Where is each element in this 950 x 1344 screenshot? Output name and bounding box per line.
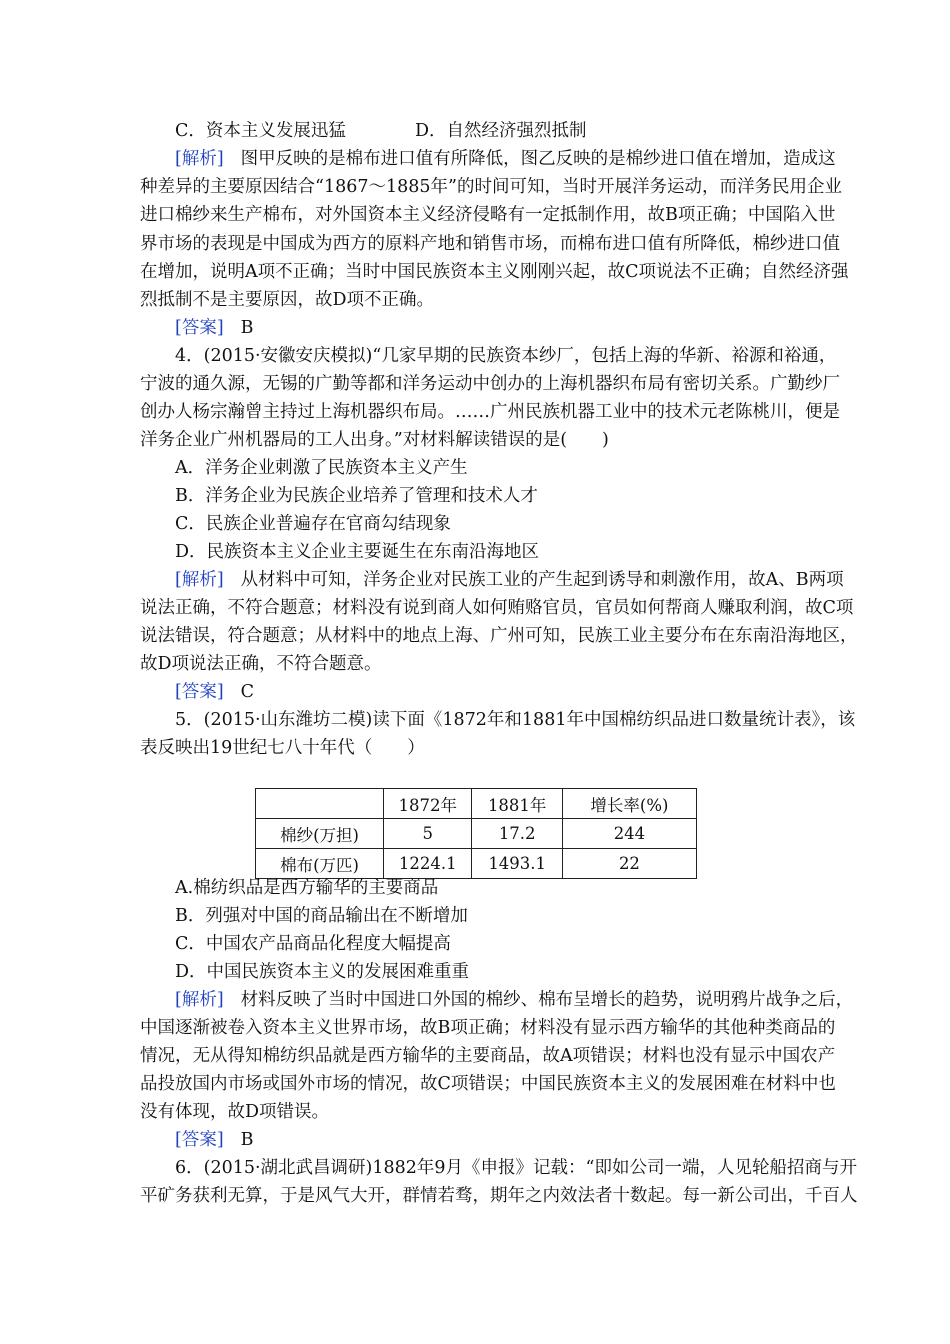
q4-option-c: C．民族企业普遍存在官商勾结现象 [175, 514, 451, 534]
table-cell: 22 [562, 849, 696, 879]
q4-option-b: B．洋务企业为民族企业培养了管理和技术人才 [175, 486, 538, 506]
table-header-cell [256, 789, 384, 819]
table-cell: 棉纱(万担) [256, 819, 384, 849]
q5-analysis-text-1: 材料反映了当时中国进口外国的棉纱、棉布呈增长的趋势，说明鸦片战争之后， [240, 990, 854, 1010]
q5-stem-line-2: 表反映出19世纪七八十年代（ ） [140, 738, 425, 758]
q4-analysis-tag: [解析] [175, 570, 224, 590]
q3-option-d: D．自然经济强烈抵制 [415, 121, 587, 141]
q4-analysis-line-2: 说法正确，不符合题意；材料没有说到商人如何贿赂官员，官员如何帮商人赚取利润，故C项 [140, 598, 854, 618]
q4-analysis-line-4: 故D项说法正确，不符合题意。 [140, 654, 382, 674]
q5-option-b: B．列强对中国的商品输出在不断增加 [175, 906, 468, 926]
q6-stem-line-2: 平矿务获利无算，于是风气大开，群情若骛，期年之内效法者十数起。每一新公司出，千百人 [140, 1186, 858, 1206]
table-header-cell: 增长率(%) [562, 789, 696, 819]
q5-analysis-tag: [解析] [175, 990, 224, 1010]
table-cell: 17.2 [472, 819, 562, 849]
q5-analysis-line-3: 情况，无从得知棉纺织品就是西方输华的主要商品，故A项错误；材料也没有显示中国农产 [140, 1046, 836, 1066]
table-header-row [256, 789, 697, 819]
q6-stem-line-1: 6．(2015·湖北武昌调研)1882年9月《申报》记载：“即如公司一端，人见轮船招商与开 [175, 1158, 858, 1178]
q5-option-a: A.棉纺织品是西方输华的主要商品 [175, 878, 439, 898]
q3-option-c: C．资本主义发展迅猛 [175, 121, 346, 141]
table-cell: 244 [562, 819, 696, 849]
q5-analysis-line-1 [175, 988, 853, 1012]
q4-analysis-line-3: 说法错误，符合题意；从材料中的地点上海、广州可知，民族工业主要分布在东南沿海地区， [140, 626, 858, 646]
q5-analysis-line-2: 中国逐渐被卷入资本主义世界市场，故B项正确；材料没有显示西方输华的其他种类商品的 [140, 1018, 836, 1038]
q3-answer-tag: [答案] [175, 318, 224, 338]
q4-analysis-text-1: 从材料中可知，洋务企业对民族工业的产生起到诱导和刺激作用，故A、B两项 [240, 570, 844, 590]
table-header-cell: 1881年 [472, 789, 562, 819]
table-row [256, 849, 697, 879]
q4-option-a: A．洋务企业刺激了民族资本主义产生 [175, 458, 468, 478]
q5-answer-tag: [答案] [175, 1130, 224, 1150]
q5-stem-line-1: 5．(2015·山东潍坊二模)读下面《1872年和1881年中国棉纺织品进口数量统计表》，该 [175, 710, 856, 730]
q5-option-d: D．中国民族资本主义的发展困难重重 [175, 962, 470, 982]
table-row [256, 819, 697, 849]
q3-analysis-line-4: 界市场的表现是中国成为西方的原料产地和销售市场，而棉布进口值有所降低，棉纱进口值 [140, 234, 840, 254]
q3-answer-value: B [240, 318, 254, 338]
q5-answer-value: B [240, 1130, 254, 1150]
q5-option-c: C．中国农产品商品化程度大幅提高 [175, 934, 451, 954]
q5-analysis-line-5: 没有体现，故D项错误。 [140, 1102, 330, 1122]
table-cell: 棉布(万匹) [256, 849, 384, 879]
q3-analysis-line-1 [175, 147, 836, 171]
q3-analysis-line-2: 种差异的主要原因结合“1867～1885年”的时间可知，当时开展洋务运动，而洋务民用企业 [140, 177, 842, 197]
q4-answer-value: C [240, 682, 255, 702]
table-header-cell: 1872年 [384, 789, 472, 819]
q3-analysis-line-5: 在增加，说明A项不正确；当时中国民族资本主义刚刚兴起，故C项说法不正确；自然经济强 [140, 262, 849, 282]
q4-stem-line-4: 洋务企业广州机器局的工人出身。”对材料解读错误的是( ) [140, 430, 609, 450]
q4-option-d: D．民族资本主义企业主要诞生在东南沿海地区 [175, 542, 540, 562]
q3-answer-line [175, 316, 254, 340]
q4-answer-tag: [答案] [175, 682, 224, 702]
q4-stem-line-2: 宁波的通久源，无锡的广勤等都和洋务运动中创办的上海机器织布局有密切关系。广勤纱厂 [140, 374, 840, 394]
q4-stem-line-3: 创办人杨宗瀚曾主持过上海机器织布局。……广州民族机器工业中的技术元老陈桃川，便是 [140, 402, 840, 422]
q4-stem-line-1: 4．(2015·安徽安庆模拟)“几家早期的民族资本纱厂，包括上海的华新、裕源和裕通， [175, 346, 837, 366]
q4-answer-line [175, 680, 254, 704]
q4-analysis-line-1 [175, 568, 844, 592]
table-cell: 1224.1 [384, 849, 472, 879]
q3-analysis-line-6: 烈抵制不是主要原因，故D项不正确。 [140, 290, 435, 310]
table-cell: 1493.1 [472, 849, 562, 879]
q5-answer-line [175, 1128, 254, 1152]
q3-analysis-text-1: 图甲反映的是棉布进口值有所降低，图乙反映的是棉纱进口值在增加，造成这 [240, 149, 836, 169]
q5-analysis-line-4: 品投放国内市场或国外市场的情况，故C项错误；中国民族资本主义的发展困难在材料中也 [140, 1074, 836, 1094]
q3-analysis-tag: [解析] [175, 149, 224, 169]
import-statistics-table [255, 788, 697, 879]
q3-analysis-line-3: 进口棉纱来生产棉布，对外国资本主义经济侵略有一定抵制作用，故B项正确；中国陷入世 [140, 205, 836, 225]
table-cell: 5 [384, 819, 472, 849]
